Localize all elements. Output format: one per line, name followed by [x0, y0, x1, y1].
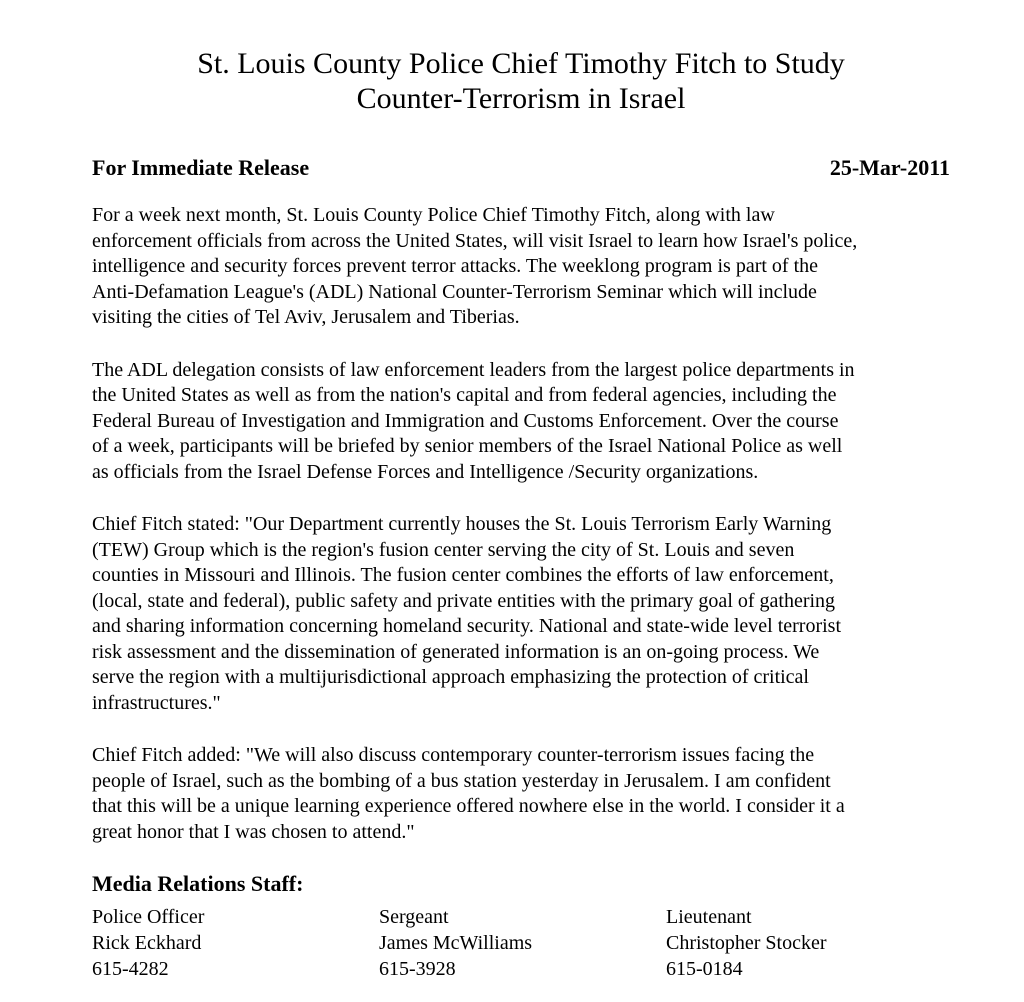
staff-phone: 615-0184: [666, 958, 743, 980]
staff-phone: 615-3928: [379, 958, 456, 980]
staff-name: James McWilliams: [379, 932, 533, 954]
staff-contact-2: [379, 904, 666, 982]
staff-name: Rick Eckhard: [92, 932, 202, 954]
paragraph-delegation: The ADL delegation consists of law enforcement leaders from the largest police departments in the United States as well as from the nation's capital and from federal agencies, including the Federal Bureau of Investigation and Immigration and Customs Enforcement. Over the course of a week, participants will be briefed by senior members of the Israel National Police as well as officials from the Israel Defense Forces and Intelligence /Security organizations.: [92, 358, 855, 483]
release-label: For Immediate Release: [92, 155, 310, 180]
staff-title: Sergeant: [379, 906, 449, 928]
staff-phone: 615-4282: [92, 958, 169, 980]
release-date: 25-Mar-2011: [829, 155, 950, 180]
page-title: St. Louis County Police Chief Timothy Fitch to Study Counter-Terrorism in Israel: [197, 47, 845, 115]
staff-contact-3: [666, 904, 950, 982]
staff-title: Police Officer: [92, 906, 205, 928]
paragraph-fitch-added: Chief Fitch added: "We will also discuss contemporary counter-terrorism issues facing the people of Israel, such as the bombing of a bus station yesterday in Jerusalem. I am confident that this will be a unique learning experience offered nowhere else in the world. I consider it a great honor that I was chosen to attend.": [92, 744, 845, 843]
release-row: [92, 154, 950, 181]
paragraph-overview: For a week next month, St. Louis County Police Chief Timothy Fitch, along with law enforcement officials from across the United States, will visit Israel to learn how Israel's police, intelligence and security forces prevent terror attacks. The weeklong program is part of the Anti-Defamation League's (ADL) National Counter-Terrorism Seminar which will include visiting the cities of Tel Aviv, Jerusalem and Tiberias.: [92, 204, 858, 328]
media-relations-staff: [92, 904, 950, 982]
staff-contact-1: [92, 904, 379, 982]
paragraph-fitch-stated: Chief Fitch stated: "Our Department currently houses the St. Louis Terrorism Early Warning (TEW) Group which is the region's fusion center serving the city of St. Louis and seven counties in Missouri and Illinois. The fusion center combines the efforts of law enforcement, (local, state and federal), public safety and private entities with the primary goal of gathering and sharing information concerning homeland security. National and state-wide level terrorist risk assessment and the dissemination of generated information is an on-going process. We serve the region with a multijurisdictional approach emphasizing the protection of critical infrastructures.": [92, 513, 842, 714]
staff-name: Christopher Stocker: [666, 932, 827, 954]
staff-title: Lieutenant: [666, 906, 752, 928]
media-relations-heading: Media Relations Staff:: [92, 871, 304, 896]
